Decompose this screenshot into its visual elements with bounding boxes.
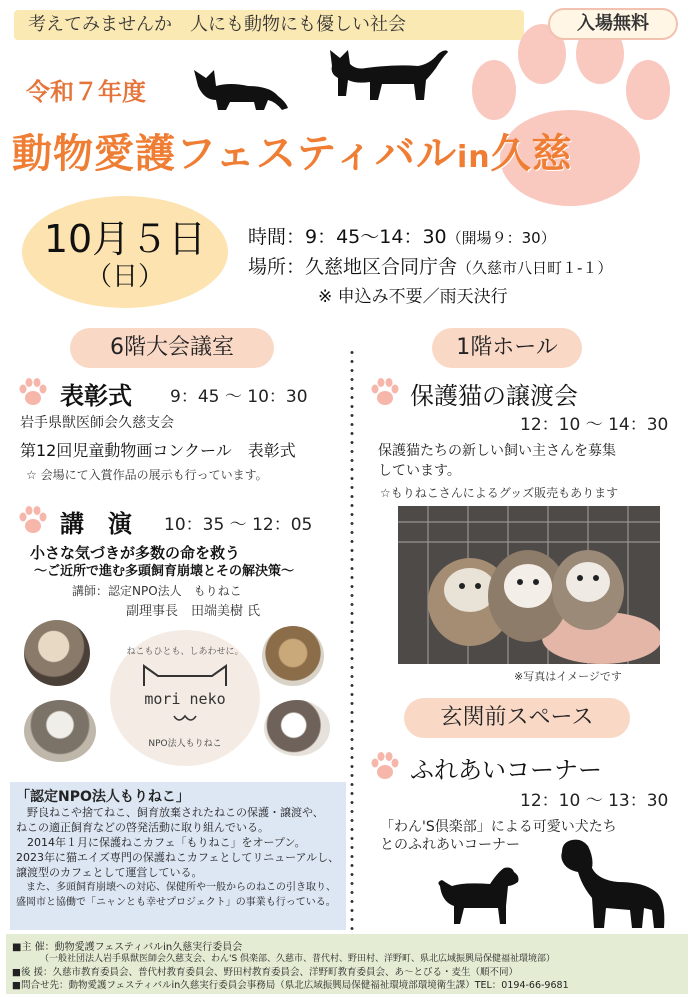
logo-arc-text: ねこもひとも、しあわせに。 [126, 647, 244, 657]
award-contest: 第12回児童動物画コンクール 表彰式 [20, 441, 296, 460]
award-heading: 表彰式 [60, 382, 132, 410]
lecture-title: 小さな気づきが多数の命を救う [30, 544, 241, 562]
lecture-heading: 講 演 [60, 510, 132, 538]
event-notice: ※ 申込み不要／雨天決行 [318, 287, 508, 307]
lecture-speaker-org: 講師：認定NPO法人 もりねこ [72, 584, 242, 598]
paw-icon [18, 378, 48, 406]
cat-ears-logo-icon [140, 660, 230, 688]
section-1f-hall: 1階ホール [432, 328, 582, 368]
npo-info-line: 譲渡型のカフェとして運営している。 [16, 866, 203, 879]
large-paw-icon [454, 20, 684, 210]
paw-icon [18, 506, 48, 534]
cat-photo [24, 700, 96, 762]
npo-info-line: 2014年１月に保護ねこカフェ「もりねこ」をオープン。 [16, 836, 306, 849]
lecture-time: 10：35 ～ 12：05 [164, 515, 313, 535]
event-date: 10月５日 [43, 217, 207, 261]
npo-info-line: ねこの適正飼育などの啓発活動に取り組んでいる。 [16, 821, 269, 834]
fiscal-year: 令和７年度 [26, 78, 146, 106]
paw-icon [370, 378, 400, 406]
petting-corner-heading: ふれあいコーナー [410, 756, 602, 784]
npo-info-title: 「認定NPO法人もりねこ」 [16, 789, 190, 805]
npo-info-line: 盛岡市と協働で「ニャンとも幸せプロジェクト」の事業も行っている。 [16, 897, 336, 908]
adoption-heading: 保護猫の譲渡会 [410, 382, 578, 410]
award-org: 岩手県獣医師会久慈支会 [20, 415, 174, 431]
footer-organizer-detail: （一般社団法人岩手県獣医師会久慈支会、わん'S 倶楽部、久慈市、普代村、野田村、洋野町、県北広域振興局保健福祉環境部） [40, 954, 556, 964]
footer-sponsors: ■後 援：久慈市教育委員会、普代村教育委員会、野田村教育委員会、洋野町教育委員会、あ～とびる・麦生（順不同） [12, 967, 518, 978]
adoption-desc: 保護猫たちの新しい飼い主さんを募集 [378, 443, 616, 459]
event-weekday: （日） [85, 262, 164, 292]
adoption-time: 12：10 ～ 14：30 [520, 415, 669, 435]
photo-caption: ※写真はイメージです [514, 670, 622, 683]
tagline: 考えてみませんか 人にも動物にも優しい社会 [14, 10, 524, 40]
cat-photo [262, 626, 324, 686]
adoption-note: ☆もりねこさんによるグッズ販売もあります [380, 486, 619, 500]
cat-photo [264, 700, 330, 756]
npo-info-line: また、多頭飼育崩壊への対応、保健所や一般からのねこの引き取り、 [16, 882, 336, 893]
paw-icon [370, 752, 400, 780]
event-time: 時間：9：45～14：30（開場９：30） [248, 226, 556, 248]
petting-corner-desc: 「わん'S倶楽部」による可愛い犬たち [380, 819, 617, 835]
petting-corner-time: 12：10 ～ 13：30 [520, 791, 669, 811]
cat-photo [24, 620, 90, 686]
petting-corner-desc: とのふれあいコーナー [380, 837, 520, 853]
logo-mouth-icon [172, 712, 198, 726]
small-dog-icon [434, 862, 522, 926]
column-divider [349, 348, 355, 930]
adoption-desc: しています。 [378, 463, 461, 479]
npo-info-line: 2023年に猫エイズ専門の保護ねこカフェとしてリニューアルし、 [16, 851, 340, 864]
festival-title: 動物愛護フェスティバルin久慈 [12, 131, 573, 177]
section-entrance-space: 玄関前スペース [404, 698, 630, 738]
lying-cat-icon [190, 56, 290, 112]
award-time: 9：45 ～ 10：30 [170, 387, 308, 407]
footer-contact: ■問合せ先：動物愛護フェスティバルin久慈実行委員会事務局（県北広域振興局保健福祉環境部環境衛生課）TEL：0194-66-9681 [12, 980, 569, 991]
logo-name: mori neko [144, 690, 226, 708]
lecture-speaker-name: 副理事長 田端美樹 氏 [126, 604, 261, 619]
footer-organizer: ■主 催：動物愛護フェスティバルin久慈実行委員会 [12, 942, 243, 953]
large-dog-icon [558, 838, 670, 930]
lecture-subtitle: ～ご近所で進む多頭飼育崩壊とその解決策～ [34, 564, 295, 579]
logo-org: NPO法人もりねこ [148, 739, 222, 749]
kittens-photo [398, 506, 660, 664]
award-note: ☆ 会場にて入賞作品の展示も行っています。 [26, 468, 268, 482]
npo-info-line: 野良ねこや捨てねこ、飼育放棄されたねこの保護・譲渡や、 [16, 806, 324, 819]
walking-cat-icon [326, 44, 452, 102]
free-admission-badge: 入場無料 [548, 8, 678, 40]
section-6f-conference-room: 6階大会議室 [70, 328, 274, 368]
event-place: 場所：久慈地区合同庁舎（久慈市八日町１-１） [248, 256, 613, 278]
